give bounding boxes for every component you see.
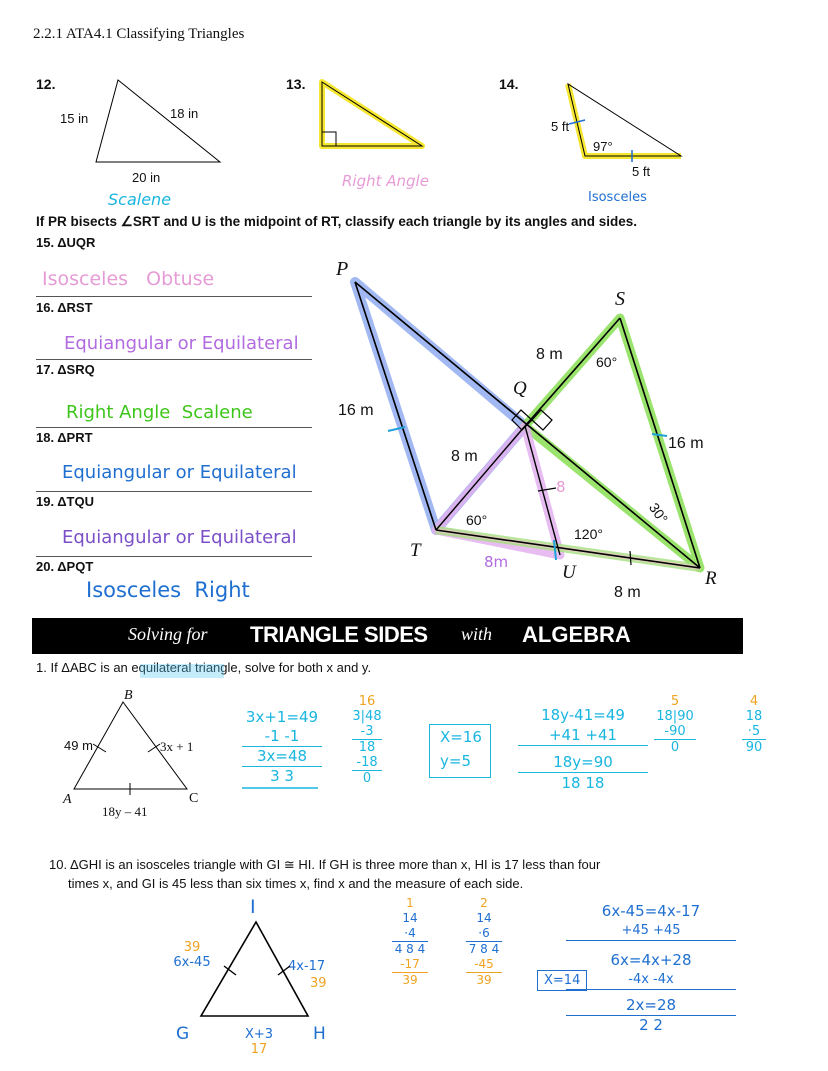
- vertex-s: S: [615, 288, 625, 310]
- problem-14-angle: 97°: [593, 139, 613, 154]
- q10-work-col-2-line: -45: [466, 957, 502, 973]
- q10-vertex-i: I: [250, 896, 256, 918]
- vertex-q: Q: [513, 378, 527, 399]
- q10-side-bottom-expr: X+3: [244, 1027, 274, 1042]
- q10-work-line: -4x -4x: [566, 970, 736, 990]
- q1-vertex-c: C: [189, 791, 199, 806]
- problem-13-number: 13.: [286, 76, 306, 92]
- length-tq: 8 m: [451, 448, 478, 465]
- q10-vertex-h: H: [313, 1024, 326, 1044]
- vertex-r: R: [705, 568, 717, 589]
- triangle-ghi: [201, 922, 308, 1016]
- q1-work-1-line: 3x+1=49: [245, 708, 319, 726]
- tick-mark-ur: [630, 551, 631, 565]
- banner-script-1: Solving for: [128, 624, 208, 644]
- q10-work-col-1-line: 14: [402, 911, 418, 925]
- q10-side-right-value: 39: [310, 976, 327, 991]
- q1-work-5-line: 90: [745, 740, 763, 755]
- triangle-12: [96, 80, 220, 162]
- q10-work-col-1-line: ·4: [392, 926, 428, 942]
- triangle-prt-highlight: [355, 282, 525, 530]
- q1-work-5-line: ·5: [742, 724, 766, 740]
- q10-work-col-2-line: 2: [480, 896, 488, 910]
- problem-12-answer: Scalene: [108, 190, 172, 209]
- problem-12-number: 12.: [36, 76, 56, 92]
- q1-work-4-line: 18|90: [656, 709, 694, 724]
- q1-work-1-line: 3x=48: [256, 747, 308, 765]
- q10-text-line-2: times x, and GI is 45 less than six times x, find x and the measure of each side.: [68, 876, 524, 891]
- q10-work-line: +45 +45: [566, 921, 736, 941]
- q1-work-2-line: 3|48: [352, 709, 382, 724]
- item-18-label: 18. ΔPRT: [36, 430, 93, 445]
- q1-work-5-line: 4: [749, 694, 759, 709]
- q1-work-4-line: 0: [670, 740, 680, 755]
- vertex-t: T: [410, 540, 421, 561]
- q1-side-left: 49 m: [64, 738, 93, 753]
- problem-13-answer: Right Angle: [342, 172, 429, 190]
- q1-text: 1. If ΔABC is an equilateral triangle, solve for both x and y.: [36, 660, 372, 675]
- q10-work-line: 2x=28: [625, 996, 677, 1014]
- q1-work-2-line: -3: [352, 724, 382, 740]
- q1-work-2-line: 16: [358, 694, 376, 709]
- length-ur: 8 m: [614, 584, 641, 601]
- page-title: 2.2.1 ATA4.1 Classifying Triangles: [33, 26, 245, 42]
- problem-14-answer: Isosceles: [588, 190, 647, 205]
- q1-work-2-line: -18: [352, 755, 382, 771]
- item-19-label: 19. ΔTQU: [36, 494, 94, 509]
- q1-answer-x: X=16: [440, 728, 482, 746]
- q10-side-bottom-value: 17: [250, 1042, 268, 1057]
- q1-side-right: 3x + 1: [160, 739, 194, 754]
- angle-s: 60°: [596, 354, 618, 370]
- q1-vertex-b: B: [124, 688, 133, 703]
- q10-work-col-1-line: 1: [406, 896, 414, 910]
- segment-tq: [436, 426, 525, 530]
- q1-work-5-line: 18: [745, 709, 763, 724]
- item-20-answer: Isosceles Right: [86, 578, 250, 602]
- problem-12-side-left: 15 in: [60, 111, 89, 126]
- q1-vertex-a: A: [63, 792, 72, 807]
- q10-side-left-value: 39: [183, 940, 201, 955]
- handwritten-8: 8: [556, 478, 566, 496]
- q10-work-col-2-line: 14: [476, 911, 492, 925]
- triangle-abc: [74, 702, 187, 789]
- q10-answer-box: X=14: [537, 970, 587, 991]
- triangle-13: [322, 82, 422, 146]
- vertex-p: P: [336, 258, 349, 280]
- q1-work-2-line: 18: [358, 740, 376, 755]
- length-sq: 8 m: [536, 346, 563, 363]
- item-17-answer: Right Angle Scalene: [66, 402, 253, 423]
- q10-side-right-expr: 4x-17: [288, 959, 326, 974]
- q10-work-line: 2 2: [566, 1015, 736, 1035]
- q1-work-3-line: 18y-41=49: [541, 706, 625, 724]
- q10-work-col-2-line: 7 8 4: [468, 942, 500, 956]
- item-20-label: 20. ΔPQT: [36, 559, 94, 574]
- q1-work-4-line: -90: [654, 724, 696, 740]
- banner-script-2: with: [461, 624, 493, 644]
- item-19-answer: Equiangular or Equilateral: [62, 527, 297, 548]
- item-15-label: 15. ΔUQR: [36, 235, 96, 250]
- q10-work-col-1-line: 4 8 4: [394, 942, 426, 956]
- angle-t: 60°: [466, 512, 488, 528]
- q10-work-col-1-line: 39: [402, 973, 418, 987]
- length-sr: 16 m: [668, 435, 704, 452]
- tick-mark-bc: [148, 744, 160, 752]
- item-16-label: 16. ΔRST: [36, 300, 93, 315]
- q1-work-2-line: 0: [362, 771, 372, 786]
- q10-work-col-2-line: ·6: [466, 926, 502, 942]
- problem-14-number: 14.: [499, 76, 519, 92]
- problem-14-side-left: 5 ft: [551, 119, 570, 134]
- angle-u: 120°: [574, 526, 603, 542]
- q1-side-bottom: 18y – 41: [102, 804, 148, 819]
- problem-14-side-bottom: 5 ft: [632, 164, 651, 179]
- q1-work-1-line: 3 3: [242, 766, 322, 786]
- item-16-answer: Equiangular or Equilateral: [64, 333, 299, 354]
- item-15-answer: Isosceles Obtuse: [42, 268, 215, 290]
- q1-work-3-line: 18 18: [518, 772, 648, 793]
- prompt-text: If PR bisects ∠SRT and U is the midpoint of RT, classify each triangle by its angles and sides.: [36, 214, 637, 229]
- q10-text-line-1: 10. ΔGHI is an isosceles triangle with GI ≅ HI. If GH is three more than x, HI is 17 less than four: [49, 857, 601, 872]
- q10-work-col-2-line: 39: [476, 973, 492, 987]
- item-17-label: 17. ΔSRQ: [36, 362, 95, 377]
- problem-12-side-right: 18 in: [170, 106, 199, 121]
- q1-work-3-line: 18y=90: [553, 753, 613, 771]
- q1-work-3-line: +41 +41: [518, 725, 648, 746]
- q1-answer-y: y=5: [440, 752, 471, 770]
- angle-r: 30°: [645, 499, 672, 527]
- problem-12-side-bottom: 20 in: [132, 170, 161, 185]
- item-18-answer: Equiangular or Equilateral: [62, 462, 297, 483]
- segment-qs: [525, 318, 620, 426]
- q1-work-1-line: -1 -1: [242, 727, 322, 747]
- q10-work-col-1-line: -17: [392, 957, 428, 973]
- banner-bold-1: TRIANGLE SIDES: [250, 622, 428, 647]
- handwritten-8m: 8m: [484, 553, 509, 571]
- q10-side-left-expr: 6x-45: [173, 955, 211, 970]
- q1-work-4-line: 5: [670, 694, 680, 709]
- q10-work-line: 6x-45=4x-17: [601, 902, 701, 920]
- length-pt: 16 m: [338, 402, 374, 419]
- q10-work-line: 6x=4x+28: [610, 951, 692, 969]
- q10-vertex-g: G: [176, 1024, 190, 1044]
- vertex-u: U: [562, 562, 576, 583]
- banner-bold-2: ALGEBRA: [522, 622, 631, 647]
